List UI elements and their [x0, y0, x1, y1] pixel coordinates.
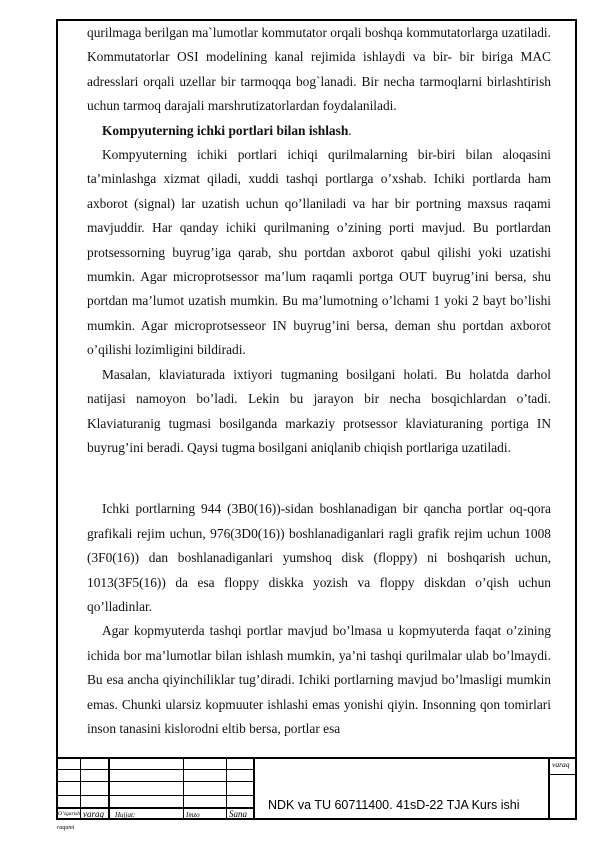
label-hujjat: Hujjat:: [115, 811, 136, 819]
label-imzo: Imzo: [186, 811, 200, 819]
grid-col-line: [183, 757, 184, 820]
label-sheet: varaq: [552, 760, 570, 769]
blank-line: [87, 460, 551, 484]
grid-row-line: [56, 769, 254, 770]
paragraph-5: Agar kopmyuterda tashqi portlar mavjud bo’lmasa u kopmyuterda faqat o’zining ichida bor ma’lumotlar bilan ishlash mumkin, ya’ni tashqi qurilmalar ulab bo’lmaydi. Bu esa ancha qiyinchiliklar tug’diradi. Ichiki portlarning mavjud bo’lmasligi mumkin emas. Chunki ularsiz kopmuuter ishlashi emas yonishi qiyin. Insonning qon tomirlari inson tanasini kislorodni eltib bersa, portlar esa: [87, 623, 551, 736]
paragraph-2: Kompyuterning ichiki portlari ichiqi qurilmalarning bir-biri bilan aloqasini ta’minlashga xizmat qiladi, xuddi tashqi portlarga o’xshab. Ichiki portlarda ham axborot (signal) lar uzatish uchun qo’llaniladi va har bir portning maxsus raqami mavjuddir. Har qanday ichiki qurilmaning o’zining porti mavjud. Bu portlardan protsessorning buyrug’iga qarab, shu portdan axborot qabul qilishi yoki uzatishi mumkin. Agar microprotsessor ma’lum raqamli portga OUT buyrug’ini bersa, shu portdan ma’lumot uzatish mumkin. Bu ma’lumotning o’lchami 1 yoki 2 bayt bo’lishi mumkin. Agar microprotsesseor IN buyrug’ini bersa, deman shu portdan axborot o’qilishi lozimligini bildiradi.: [87, 147, 551, 358]
label-ozgarish: O’zgarish: [58, 811, 81, 817]
sheet-box-line: [548, 757, 550, 820]
grid-col-line: [108, 757, 110, 820]
label-raqami: raqami: [57, 825, 75, 831]
block-top-line: [56, 757, 577, 759]
section-heading: [87, 119, 551, 143]
paragraph-1: qurilmaga berilgan ma`lumotlar kommutator orqali boshqa kommutatorlarga uzatiladi. Kommutatorlar OSI modelining kanal rejimida ishlaydi va bir- bir biriga MAC adresslari orqali uzellar bir tarmoqqa bog`lanadi. Bir necha tarmoqlarni birlashtirish uchun tarmoq darajali marshrutizatorlardan foydalaniladi.: [87, 25, 551, 114]
paragraph-3: Masalan, klaviaturada ixtiyori tugmaning bosilgani holati. Bu holatda darhol natijasi namoyon bo’ladi. Lekin bu jarayon bir necha bosqichlardan o’tadi. Klaviaturanig tugmasi bosilganda markaziy protsessor klaviaturaning portiga IN buyrug’ini beradi. Qaysi tugma bosilgani aniqlanib chiqish portlariga uzatiladi.: [87, 366, 551, 455]
grid-row-line: [56, 781, 254, 782]
document-body: [87, 21, 551, 741]
label-sana: Sana: [229, 809, 247, 819]
grid-col-line: [80, 757, 81, 820]
grid-col-line: [253, 757, 255, 820]
label-varaq: varaq: [83, 809, 104, 819]
section-heading-text: Kompyuterning ichki portlari bilan ishlash: [102, 122, 349, 138]
sheet-box-line: [548, 774, 577, 775]
grid-col-line: [226, 757, 227, 820]
section-heading-suffix: .: [348, 122, 352, 138]
document-title: NDK va TU 60711400. 41sD-22 TJA Kurs ishi: [268, 798, 520, 812]
blank-gap: [87, 484, 551, 497]
paragraph-4: Ichki portlarning 944 (3B0(16))-sidan boshlanadigan bir qancha portlar oq-qora grafikali rejim uchun, 976(3D0(16)) boshlanadiganlari ragli grafik rejim uchun 1008 (3F0(16)) dan boshlanadiganlari yumshoq disk (floppy) ni boshqarish uchun, 1013(3F5(16)) da esa floppy diskka yozish va floppy diskdan o’qish uchun qo’lladinlar.: [87, 501, 551, 614]
grid-row-line: [56, 795, 254, 796]
